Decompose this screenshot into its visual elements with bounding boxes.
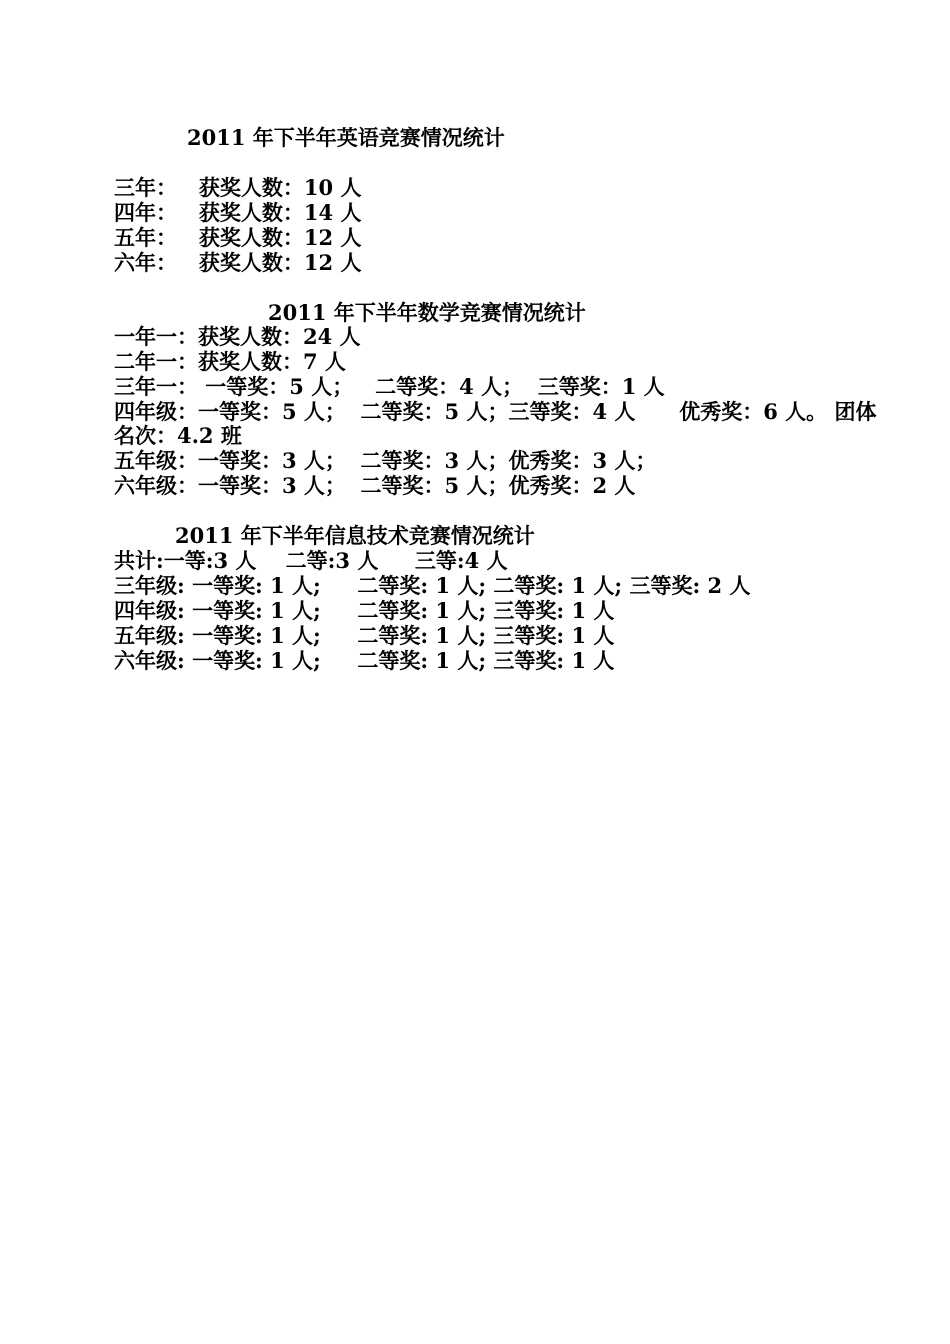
math-line-3: 三年一： 一等奖：5 人； 二等奖：4 人； 三等奖：1 人 <box>114 374 665 399</box>
math-line-1: 一年一：获奖人数：24 人 <box>114 324 361 349</box>
it-line-5: 六年级: 一等奖: 1 人; 二等奖: 1 人; 三等奖: 1 人 <box>114 648 615 673</box>
english-title: 2011 年下半年英语竞赛情况统计 <box>187 125 505 150</box>
math-line-7: 六年级：一等奖：3 人； 二等奖：5 人；优秀奖：2 人 <box>114 473 636 498</box>
english-line-2: 四年： 获奖人数：14 人 <box>114 200 362 225</box>
it-line-4: 五年级: 一等奖: 1 人; 二等奖: 1 人; 三等奖: 1 人 <box>114 623 615 648</box>
math-line-5: 名次：4.2 班 <box>114 423 242 448</box>
english-line-3: 五年： 获奖人数：12 人 <box>114 225 362 250</box>
math-line-6: 五年级：一等奖：3 人； 二等奖：3 人；优秀奖：3 人； <box>114 448 657 473</box>
it-title: 2011 年下半年信息技术竞赛情况统计 <box>175 523 535 548</box>
it-line-1: 共计:一等:3 人 二等:3 人 三等:4 人 <box>114 548 508 573</box>
math-title: 2011 年下半年数学竞赛情况统计 <box>268 300 586 325</box>
it-line-2: 三年级: 一等奖: 1 人; 二等奖: 1 人; 二等奖: 1 人; 三等奖: 2 人 <box>114 573 751 598</box>
english-line-4: 六年： 获奖人数：12 人 <box>114 250 362 275</box>
it-line-3: 四年级: 一等奖: 1 人; 二等奖: 1 人; 三等奖: 1 人 <box>114 598 615 623</box>
english-line-1: 三年： 获奖人数：10 人 <box>114 175 362 200</box>
math-line-2: 二年一：获奖人数：7 人 <box>114 349 346 374</box>
math-line-4: 四年级：一等奖：5 人； 二等奖：5 人；三等奖：4 人 优秀奖：6 人。 团体 <box>114 399 877 424</box>
